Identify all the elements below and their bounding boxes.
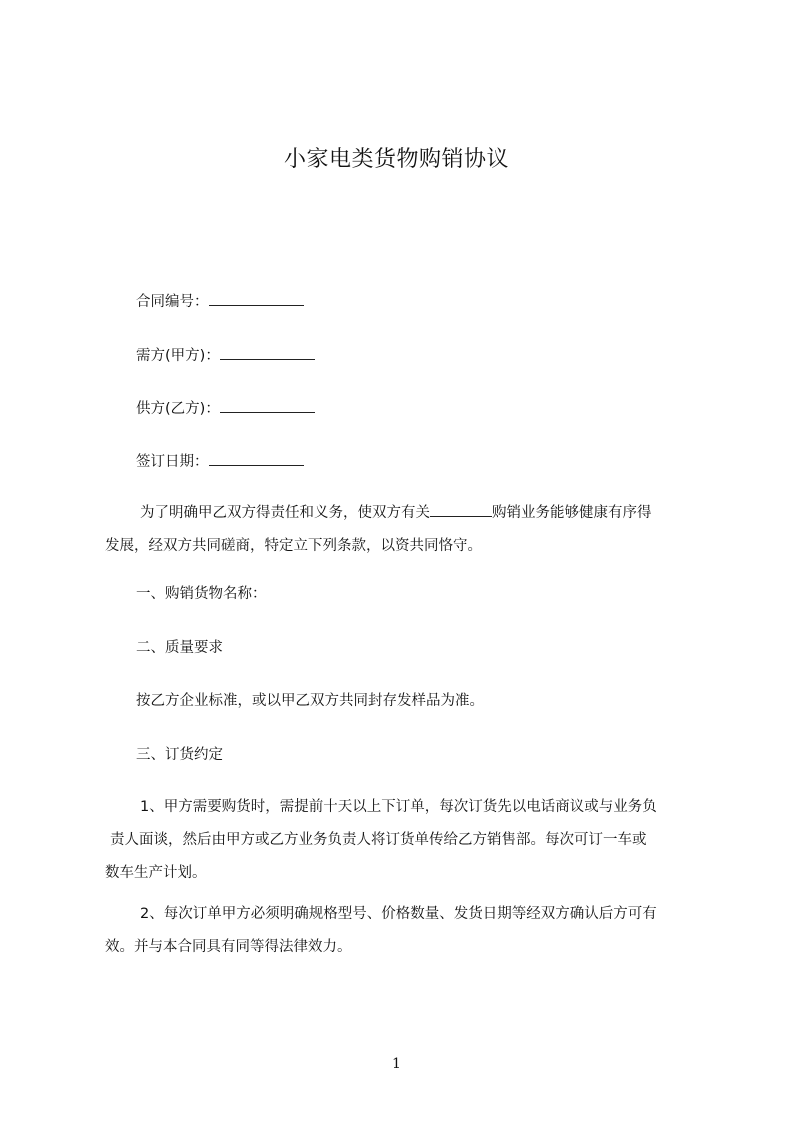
intro-text-b: 购销业务能够健康有序得 (492, 505, 652, 521)
seller-label: 供方(乙方)： (136, 401, 220, 417)
buyer-label: 需方(甲方)： (136, 348, 220, 364)
intro-text-a: 为了明确甲乙双方得责任和义务，使双方有关 (140, 505, 430, 521)
business-blank (430, 502, 492, 517)
item-1-line-1: 1、甲方需要购货时，需提前十天以上下订单，每次订货先以电话商议或与业务负 (140, 799, 657, 815)
item-1-line-3: 数车生产计划。 (105, 865, 207, 881)
page-number: 1 (392, 1056, 401, 1072)
section-3-item-2 (105, 898, 715, 964)
section-3-heading: 三、订货约定 (136, 747, 223, 763)
section-2-body: 按乙方企业标准，或以甲乙双方共同封存发样品为准。 (136, 693, 484, 709)
item-2-line-2: 效。并与本合同具有同等得法律效力。 (105, 939, 352, 955)
buyer-field (136, 345, 315, 366)
signing-date-label: 签订日期： (136, 454, 209, 470)
contract-number-blank (209, 291, 304, 306)
seller-field (136, 398, 315, 419)
intro-paragraph (105, 497, 715, 563)
seller-blank (220, 398, 315, 413)
document-title: 小家电类货物购销协议 (283, 147, 509, 172)
contract-number-field (136, 291, 304, 312)
intro-line-1 (105, 497, 715, 530)
intro-line-2: 发展，经双方共同磋商，特定立下列条款，以资共同恪守。 (105, 538, 482, 554)
buyer-blank (220, 345, 315, 360)
item-2-line-1: 2、每次订单甲方必须明确规格型号、价格数量、发货日期等经双方确认后方可有 (140, 906, 657, 922)
signing-date-field (136, 451, 304, 472)
section-2-heading: 二、质量要求 (136, 640, 223, 656)
section-1-heading: 一、购销货物名称： (136, 586, 267, 602)
item-1-line-2: 责人面谈，然后由甲方或乙方业务负责人将订货单传给乙方销售部。每次可订一车或 (110, 832, 647, 848)
contract-number-label: 合同编号： (136, 294, 209, 310)
section-3-item-1 (105, 791, 715, 890)
signing-date-blank (209, 451, 304, 466)
